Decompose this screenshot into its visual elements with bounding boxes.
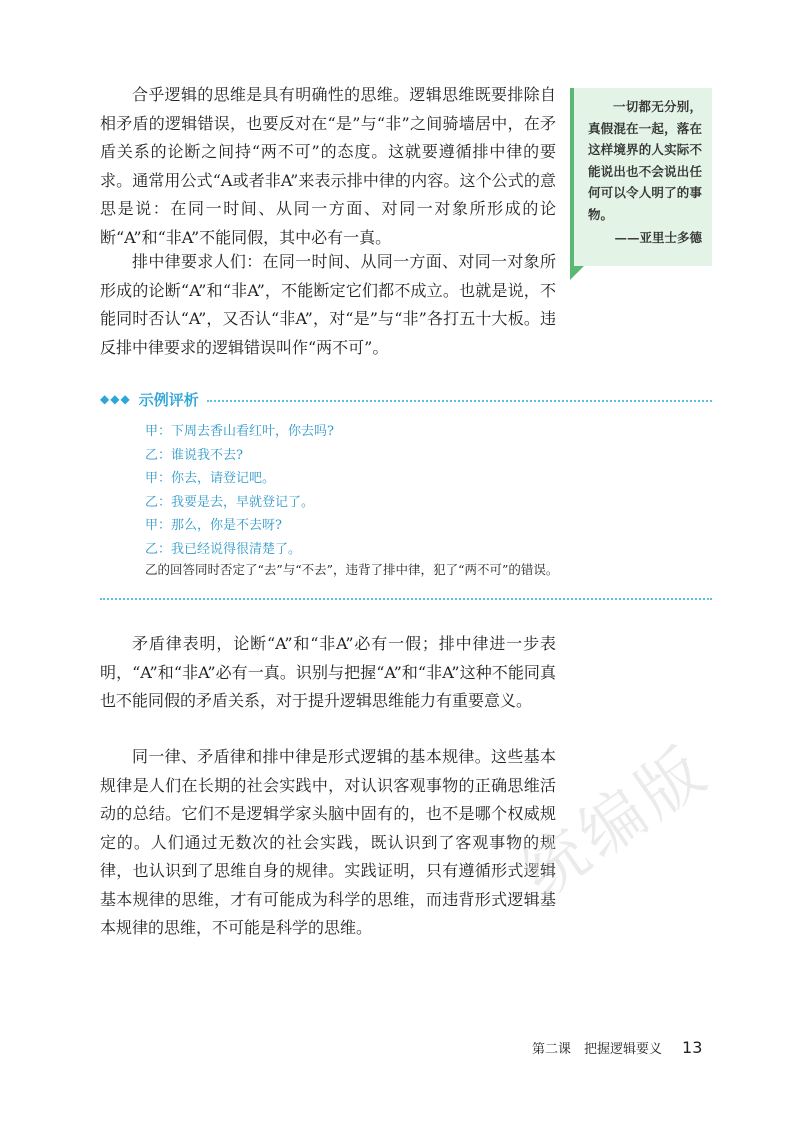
quote-text: 一切都无分别，真假混在一起，落在这样境界的人实际不能说出也不会说出任何可以令人明了的事物。 — [588, 99, 702, 222]
dialogue-line: 甲：那么，你是不去呀? — [145, 518, 282, 533]
dialogue-line: 甲：下周去香山看红叶，你去吗? — [145, 424, 334, 439]
paragraph-excluded-middle-requirement: 排中律要求人们：在同一时间、从同一方面、对同一对象所形成的论断“A”和“非A”，不能断定它们都不成立。也就是说，不能同时否认“A”，又否认“非A”，对“是”与“非”各打五十大板。违反排中律要求的逻辑错误叫作“两不可”。 — [100, 252, 556, 357]
paragraph-excluded-middle-intro: 合乎逻辑的思维是具有明确性的思维。逻辑思维既要排除自相矛盾的逻辑错误，也要反对在“是”与“非”之间骑墙居中，在矛盾关系的论断之间持“两不可”的态度。这就要遵循排中律的要求。通常用公式“A或者非A”来表示排中律的内容。这个公式的意思是说：在同一时间、从同一方面、对同一对象所形成的论断“A”和“非A”不能同假，其中必有一真。 — [100, 85, 556, 247]
example-conclusion: 乙的回答同时否定了“去”与“不去”，违背了排中律，犯了“两不可”的错误。 — [145, 562, 559, 577]
page-footer — [532, 1038, 702, 1057]
chapter-title: 第二课 把握逻辑要义 — [532, 1042, 663, 1057]
dialogue-line: 乙：我已经说得很清楚了。 — [145, 541, 302, 557]
quote-author: ——亚里士多德 — [614, 230, 702, 245]
aristotle-quote-box — [570, 88, 712, 266]
dialogue-line: 乙：我要是去，早就登记了。 — [145, 494, 315, 510]
paragraph-basic-laws: 同一律、矛盾律和排中律是形式逻辑的基本规律。这些基本规律是人们在长期的社会实践中，对认识客观事物的正确思维活动的总结。它们不是逻辑学家头脑中固有的，也不是哪个权威规定的。人们通过无数次的社会实践，既认识到了客观事物的规律，也认识到了思维自身的规律。实践证明，只有遵循形式逻辑基本规律的思维，才有可能成为科学的思维，而违背形式逻辑基本规律的思维，不可能是科学的思维。 — [100, 747, 556, 937]
page-number: 13 — [682, 1038, 703, 1057]
example-dialogue — [145, 420, 334, 561]
edition-watermark: 统编版 — [508, 731, 724, 913]
dotted-divider-bottom — [100, 598, 712, 600]
example-title: 示例评析 — [138, 390, 199, 409]
dialogue-line: 乙：谁说我不去? — [145, 447, 243, 463]
dotted-divider-top — [207, 400, 712, 402]
example-section-header — [100, 389, 712, 409]
quote-corner-decoration — [570, 266, 584, 280]
diamond-bullets-icon: ◆◆◆ — [100, 392, 131, 406]
paragraph-contradiction-relation: 矛盾律表明，论断“A”和“非A”必有一假；排中律进一步表明，“A”和“非A”必有一真。识别与把握“A”和“非A”这种不能同真也不能同假的矛盾关系，对于提升逻辑思维能力有重要意义。 — [100, 634, 556, 710]
dialogue-line: 甲：你去，请登记吧。 — [145, 471, 276, 486]
